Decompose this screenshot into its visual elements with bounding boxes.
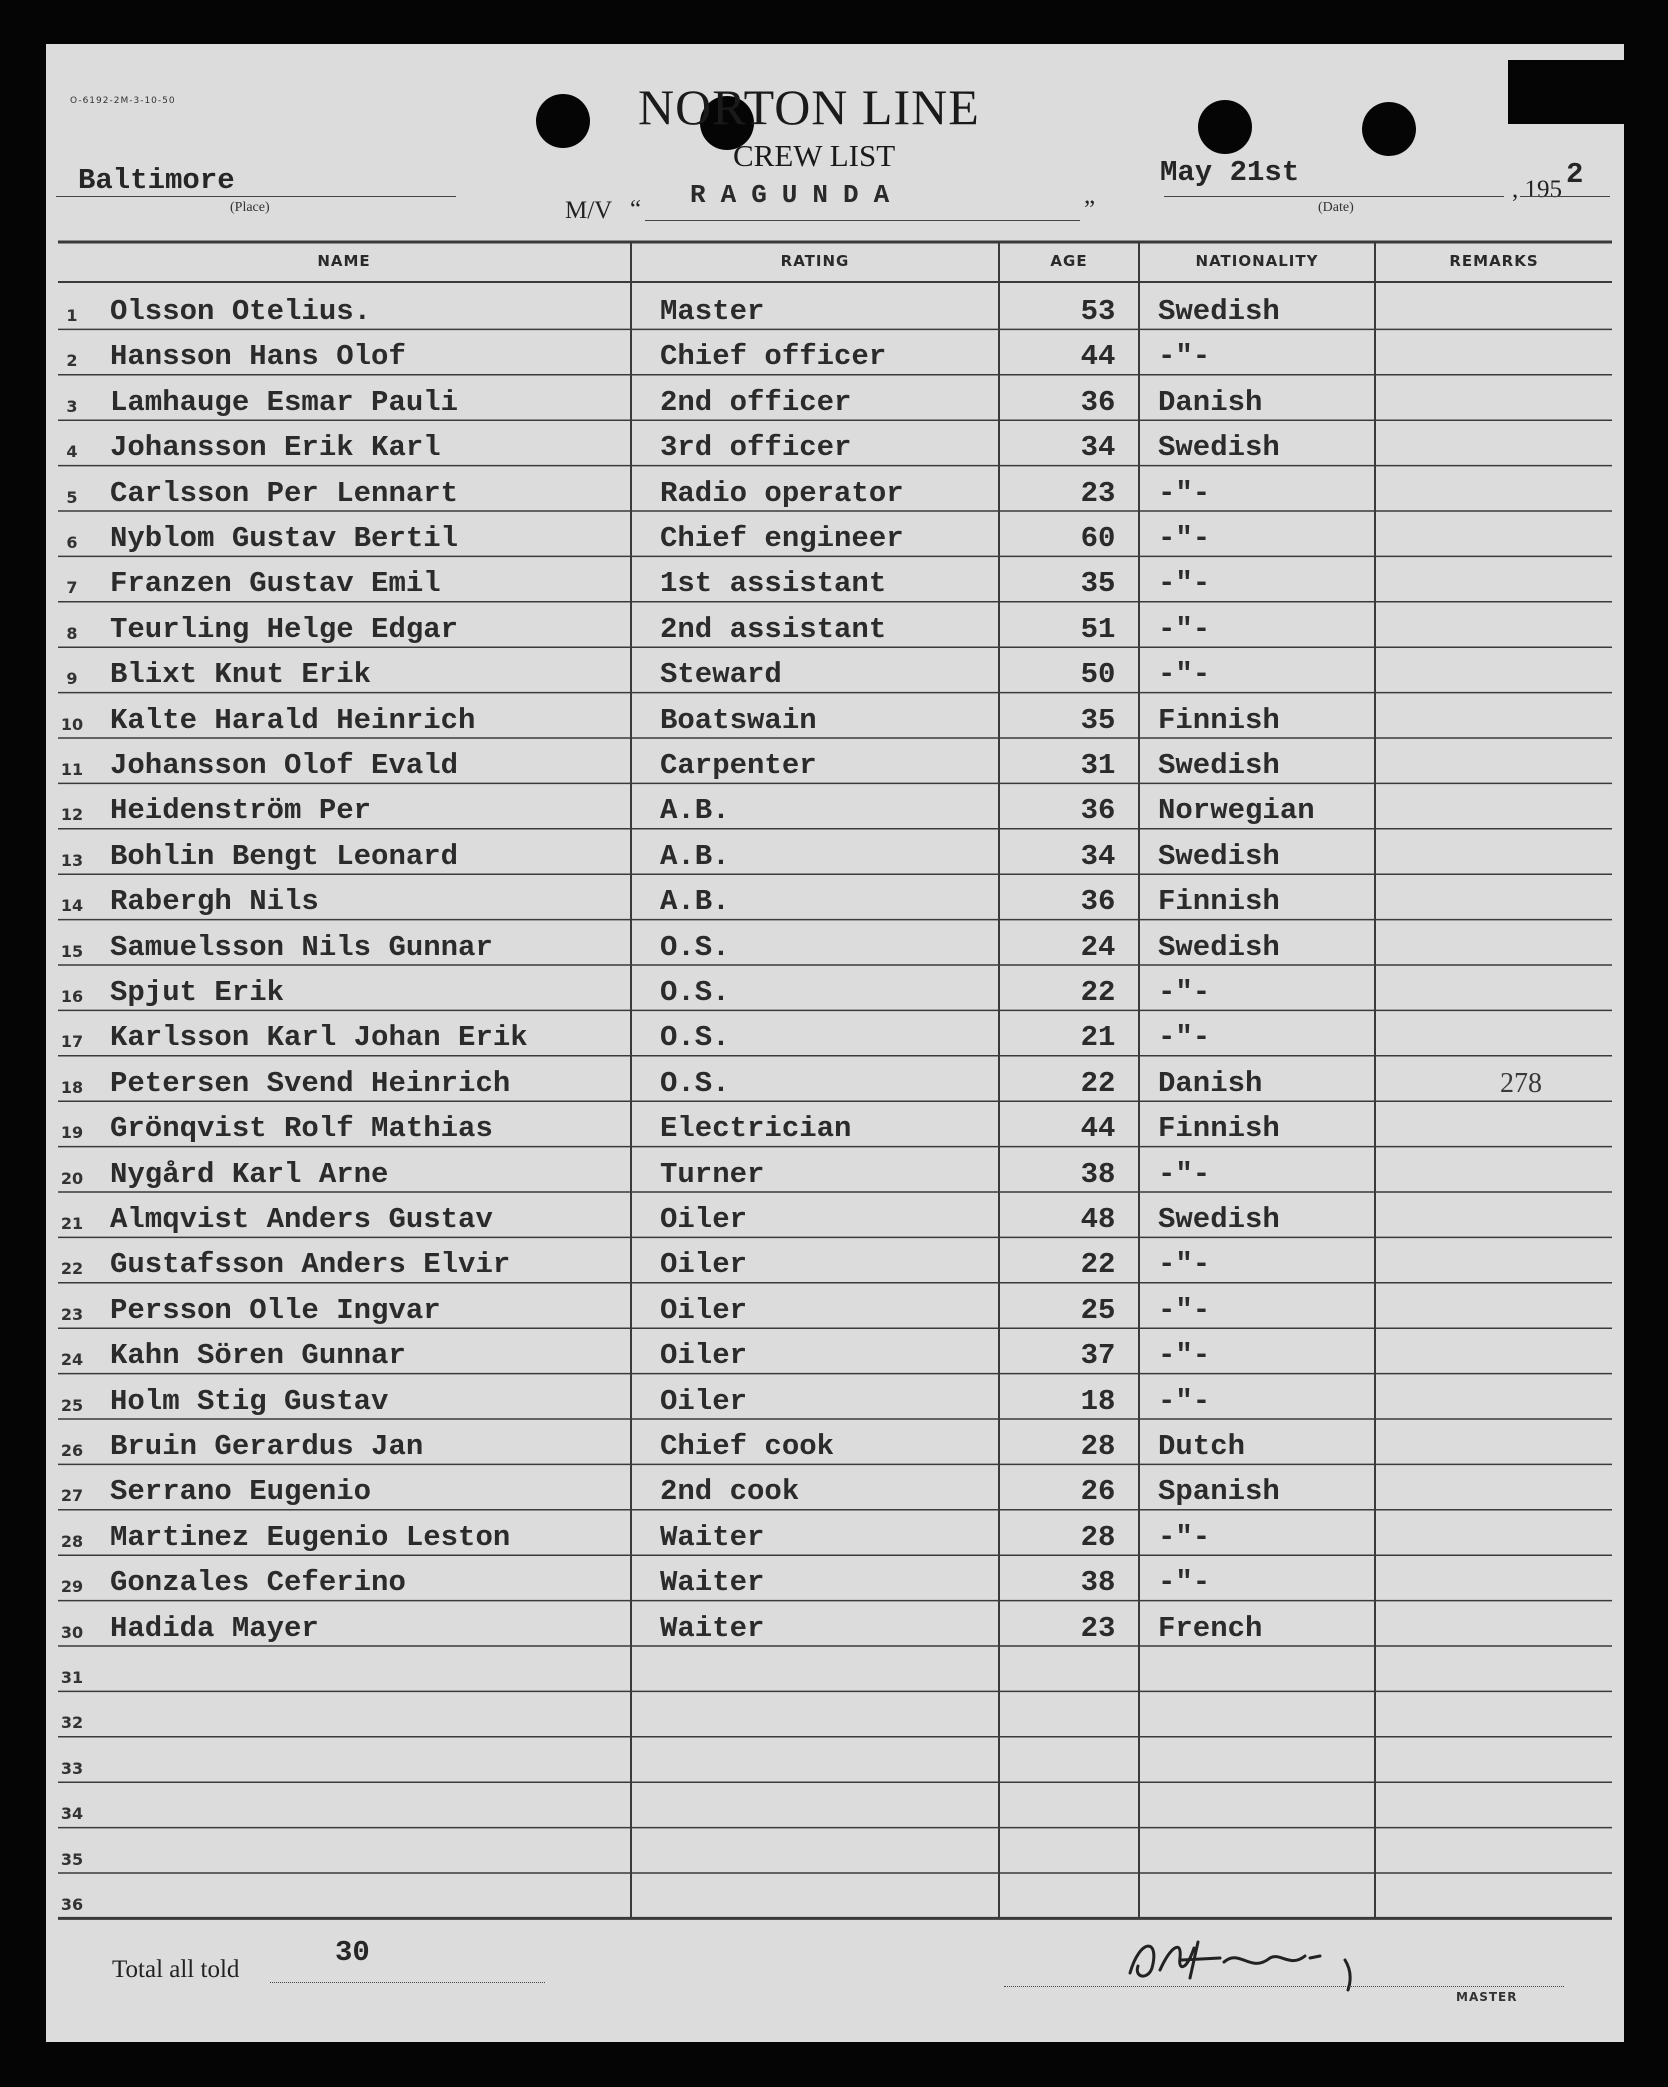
table-row xyxy=(58,1283,1613,1328)
row-number: 15 xyxy=(60,941,84,961)
row-number: 28 xyxy=(60,1531,84,1551)
table-row xyxy=(58,1237,1613,1282)
row-number: 33 xyxy=(60,1758,84,1778)
crew-remarks: 278 xyxy=(1500,1067,1542,1099)
crew-name: Hadida Mayer xyxy=(110,1611,319,1645)
crew-age: 38 xyxy=(1080,1566,1116,1600)
table-row xyxy=(58,284,1613,329)
crew-age: 37 xyxy=(1080,1339,1116,1373)
table-row xyxy=(58,1873,1613,1918)
crew-nationality: -"- xyxy=(1158,522,1211,555)
crew-nationality: Swedish xyxy=(1158,839,1280,873)
table-row xyxy=(58,329,1613,374)
table-row xyxy=(58,1737,1613,1782)
crew-rating: Boatswain xyxy=(660,703,817,737)
crew-rating: O.S. xyxy=(660,1021,730,1055)
row-number: 22 xyxy=(60,1259,84,1279)
row-number: 19 xyxy=(60,1123,84,1143)
row-number: 2 xyxy=(66,351,78,371)
row-number: 17 xyxy=(60,1032,84,1052)
row-number: 3 xyxy=(66,396,78,416)
table-row xyxy=(58,375,1613,420)
crew-nationality: Swedish xyxy=(1158,1203,1280,1236)
column-header-name: NAME xyxy=(317,252,371,270)
crew-age: 44 xyxy=(1080,340,1116,374)
crew-name: Almqvist Anders Gustav xyxy=(110,1203,493,1236)
table-row xyxy=(58,1101,1613,1146)
table-row xyxy=(58,1147,1613,1192)
table-row xyxy=(58,556,1613,601)
crew-nationality: Norwegian xyxy=(1158,794,1315,828)
crew-age: 44 xyxy=(1080,1112,1116,1146)
crew-nationality: -"- xyxy=(1158,1566,1211,1600)
crew-age: 53 xyxy=(1080,295,1116,328)
year-prefix: , 195 xyxy=(1512,176,1562,203)
crew-rating: Electrician xyxy=(660,1112,852,1146)
crew-rating: Chief cook xyxy=(660,1430,835,1463)
row-number: 21 xyxy=(60,1214,84,1233)
row-number: 11 xyxy=(60,760,84,779)
crew-nationality: -"- xyxy=(1158,340,1211,374)
crew-rating: 1st assistant xyxy=(660,567,887,601)
crew-name: Olsson Otelius. xyxy=(110,295,372,328)
crew-rating: O.S. xyxy=(660,930,730,964)
crew-name: Petersen Svend Heinrich xyxy=(110,1066,511,1100)
table-row xyxy=(58,738,1613,783)
row-number: 20 xyxy=(60,1168,84,1188)
crew-age: 34 xyxy=(1080,839,1116,873)
row-number: 5 xyxy=(66,487,78,507)
total-label: Total all told xyxy=(112,1956,240,1983)
table-row xyxy=(58,1056,1613,1101)
crew-rating: A.B. xyxy=(660,794,730,828)
place-caption: (Place) xyxy=(230,200,270,215)
year-suffix: 2 xyxy=(1566,158,1584,191)
document-type: CREW LIST xyxy=(733,138,896,173)
crew-nationality: Swedish xyxy=(1158,431,1280,465)
crew-age: 35 xyxy=(1080,567,1116,601)
table-row xyxy=(58,965,1613,1010)
crew-nationality: Finnish xyxy=(1158,1112,1280,1146)
crew-rating: Waiter xyxy=(660,1611,765,1645)
company-title: NORTON LINE xyxy=(638,79,980,135)
row-number: 9 xyxy=(66,669,78,689)
crew-name: Rabergh Nils xyxy=(110,885,319,919)
crew-rating: Oiler xyxy=(660,1248,748,1282)
crew-name: Nyblom Gustav Bertil xyxy=(110,522,459,555)
column-header-rating: RATING xyxy=(780,252,850,270)
crew-age: 51 xyxy=(1080,612,1116,646)
table-row xyxy=(58,1691,1613,1736)
crew-name: Martinez Eugenio Leston xyxy=(110,1520,511,1554)
row-number: 29 xyxy=(60,1577,84,1597)
row-number: 13 xyxy=(60,850,84,870)
crew-nationality: Swedish xyxy=(1158,930,1280,964)
crew-rating: Master xyxy=(660,295,765,328)
row-number: 12 xyxy=(60,805,84,825)
crew-rating: 2nd assistant xyxy=(660,612,887,646)
crew-name: Hansson Hans Olof xyxy=(110,340,406,374)
crew-age: 26 xyxy=(1080,1475,1116,1509)
crew-age: 48 xyxy=(1080,1203,1116,1236)
table-row xyxy=(58,466,1613,511)
crew-rating: 2nd cook xyxy=(660,1475,800,1509)
crew-age: 50 xyxy=(1080,658,1116,692)
table-row xyxy=(58,1192,1613,1237)
crew-age: 60 xyxy=(1080,522,1116,555)
crew-rating: O.S. xyxy=(660,1066,730,1100)
crew-name: Blixt Knut Erik xyxy=(110,658,372,692)
row-number: 14 xyxy=(60,896,84,916)
crew-nationality: -"- xyxy=(1158,1293,1211,1327)
table-row xyxy=(58,874,1613,919)
crew-age: 36 xyxy=(1080,385,1116,419)
crew-name: Spjut Erik xyxy=(110,976,285,1009)
table-row xyxy=(58,420,1613,465)
crew-name: Nygård Karl Arne xyxy=(110,1157,389,1191)
column-header-age: AGE xyxy=(1050,252,1088,270)
crew-age: 24 xyxy=(1080,930,1116,964)
table-row xyxy=(58,1555,1613,1600)
crew-rating: Chief engineer xyxy=(660,522,904,555)
crew-name: Bohlin Bengt Leonard xyxy=(110,839,459,873)
crew-nationality: -"- xyxy=(1158,1021,1211,1055)
crew-name: Johansson Erik Karl xyxy=(110,431,441,465)
crew-rating: Oiler xyxy=(660,1339,748,1373)
crew-nationality: Finnish xyxy=(1158,885,1280,919)
table-row xyxy=(58,647,1613,692)
crew-name: Serrano Eugenio xyxy=(110,1475,372,1509)
vessel-prefix: M/V xyxy=(565,197,613,224)
crew-name: Bruin Gerardus Jan xyxy=(110,1430,424,1463)
crew-nationality: Dutch xyxy=(1158,1430,1246,1463)
crew-nationality: -"- xyxy=(1158,476,1211,510)
crew-name: Samuelsson Nils Gunnar xyxy=(110,930,493,964)
column-header-remarks: REMARKS xyxy=(1449,252,1539,270)
crew-age: 22 xyxy=(1080,1066,1116,1100)
table-row xyxy=(58,1010,1613,1055)
crew-name: Kahn Sören Gunnar xyxy=(110,1339,406,1373)
crew-rating: Carpenter xyxy=(660,749,817,782)
crew-name: Heidenström Per xyxy=(110,794,372,828)
crew-name: Franzen Gustav Emil xyxy=(110,567,441,601)
crew-age: 36 xyxy=(1080,885,1116,919)
row-number: 8 xyxy=(66,623,78,643)
crew-nationality: -"- xyxy=(1158,1248,1211,1282)
crew-rating: Chief officer xyxy=(660,340,887,374)
table-row xyxy=(58,1374,1613,1419)
place-value: Baltimore xyxy=(78,164,235,197)
row-number: 1 xyxy=(66,306,78,325)
crew-nationality: Danish xyxy=(1158,385,1263,419)
row-number: 18 xyxy=(60,1077,84,1097)
crew-nationality: Finnish xyxy=(1158,703,1280,737)
crew-nationality: -"- xyxy=(1158,1520,1211,1554)
crew-age: 21 xyxy=(1080,1021,1116,1055)
crew-age: 38 xyxy=(1080,1157,1116,1191)
crew-age: 36 xyxy=(1080,794,1116,828)
crew-age: 28 xyxy=(1080,1520,1116,1554)
open-quote: “ xyxy=(630,196,642,223)
row-number: 31 xyxy=(60,1668,84,1687)
row-number: 36 xyxy=(60,1895,84,1914)
row-number: 4 xyxy=(66,442,78,462)
table-row xyxy=(58,1419,1613,1464)
crew-nationality: Spanish xyxy=(1158,1475,1280,1509)
table-row xyxy=(58,511,1613,556)
crew-nationality: French xyxy=(1158,1611,1263,1645)
crew-name: Carlsson Per Lennart xyxy=(110,476,459,510)
crew-rating: 2nd officer xyxy=(660,385,852,419)
table-row xyxy=(58,829,1613,874)
crew-rating: Oiler xyxy=(660,1203,748,1236)
crew-age: 22 xyxy=(1080,1248,1116,1282)
crew-nationality: -"- xyxy=(1158,1384,1211,1418)
crew-nationality: Swedish xyxy=(1158,749,1280,782)
crew-age: 31 xyxy=(1080,749,1116,782)
table-row xyxy=(58,1601,1613,1646)
crew-rating: 3rd officer xyxy=(660,431,852,465)
table-row xyxy=(58,1828,1613,1873)
row-number: 35 xyxy=(60,1849,84,1869)
crew-nationality: -"- xyxy=(1158,658,1211,692)
date-value: May 21st xyxy=(1160,156,1300,189)
crew-rating: Steward xyxy=(660,658,782,692)
crew-age: 34 xyxy=(1080,431,1116,465)
crew-nationality: Danish xyxy=(1158,1066,1263,1100)
crew-age: 23 xyxy=(1080,1611,1116,1645)
crew-rating: A.B. xyxy=(660,885,730,919)
table-row xyxy=(58,602,1613,647)
crew-nationality: -"- xyxy=(1158,1339,1211,1373)
table-row xyxy=(58,1782,1613,1827)
table-row xyxy=(58,783,1613,828)
row-number: 7 xyxy=(66,578,78,598)
crew-age: 22 xyxy=(1080,976,1116,1009)
crew-name: Grönqvist Rolf Mathias xyxy=(110,1112,493,1146)
crew-rating: A.B. xyxy=(660,839,730,873)
row-number: 25 xyxy=(60,1395,84,1415)
row-number: 27 xyxy=(60,1486,84,1506)
row-number: 34 xyxy=(60,1804,84,1824)
crew-name: Lamhauge Esmar Pauli xyxy=(110,385,459,419)
row-number: 10 xyxy=(60,714,84,734)
table-row xyxy=(58,1510,1613,1555)
crew-name: Holm Stig Gustav xyxy=(110,1384,389,1418)
crew-name: Kalte Harald Heinrich xyxy=(110,703,476,737)
crew-name: Teurling Helge Edgar xyxy=(110,612,459,646)
crew-rating: Radio operator xyxy=(660,476,904,510)
crew-age: 35 xyxy=(1080,703,1116,737)
crew-age: 28 xyxy=(1080,1430,1116,1463)
table-row xyxy=(58,920,1613,965)
crew-rating: Waiter xyxy=(660,1520,765,1554)
column-header-nationality: NATIONALITY xyxy=(1195,252,1319,270)
crew-rating: Waiter xyxy=(660,1566,765,1600)
row-number: 32 xyxy=(60,1713,84,1733)
form-code: O-6192-2M-3-10-50 xyxy=(70,96,176,106)
vessel-name: RAGUNDA xyxy=(690,180,905,210)
crew-rating: Oiler xyxy=(660,1384,748,1418)
crew-name: Karlsson Karl Johan Erik xyxy=(110,1021,528,1055)
row-number: 16 xyxy=(60,987,84,1006)
row-number: 26 xyxy=(60,1441,84,1460)
table-row xyxy=(58,1646,1613,1691)
row-number: 6 xyxy=(66,533,78,552)
crew-name: Gustafsson Anders Elvir xyxy=(110,1248,511,1282)
crew-age: 18 xyxy=(1080,1384,1116,1418)
date-caption: (Date) xyxy=(1318,200,1354,215)
crew-age: 25 xyxy=(1080,1293,1116,1327)
crew-age: 23 xyxy=(1080,476,1116,510)
table-row xyxy=(58,693,1613,738)
row-number: 24 xyxy=(60,1350,84,1370)
crew-rating: Oiler xyxy=(660,1293,748,1327)
crew-rating: Turner xyxy=(660,1157,765,1191)
row-number: 23 xyxy=(60,1304,84,1324)
table-row xyxy=(58,1464,1613,1509)
total-value: 30 xyxy=(335,1936,370,1969)
close-quote: ” xyxy=(1084,196,1096,223)
crew-name: Persson Olle Ingvar xyxy=(110,1293,441,1327)
crew-name: Johansson Olof Evald xyxy=(110,749,459,782)
crew-nationality: -"- xyxy=(1158,567,1211,601)
master-label: MASTER xyxy=(1456,1990,1518,2004)
crew-nationality: -"- xyxy=(1158,976,1211,1009)
crew-nationality: Swedish xyxy=(1158,295,1280,328)
crew-nationality: -"- xyxy=(1158,612,1211,646)
table-row xyxy=(58,1328,1613,1373)
crew-rating: O.S. xyxy=(660,976,730,1009)
crew-name: Gonzales Ceferino xyxy=(110,1566,406,1600)
crew-nationality: -"- xyxy=(1158,1157,1211,1191)
row-number: 30 xyxy=(60,1622,84,1642)
